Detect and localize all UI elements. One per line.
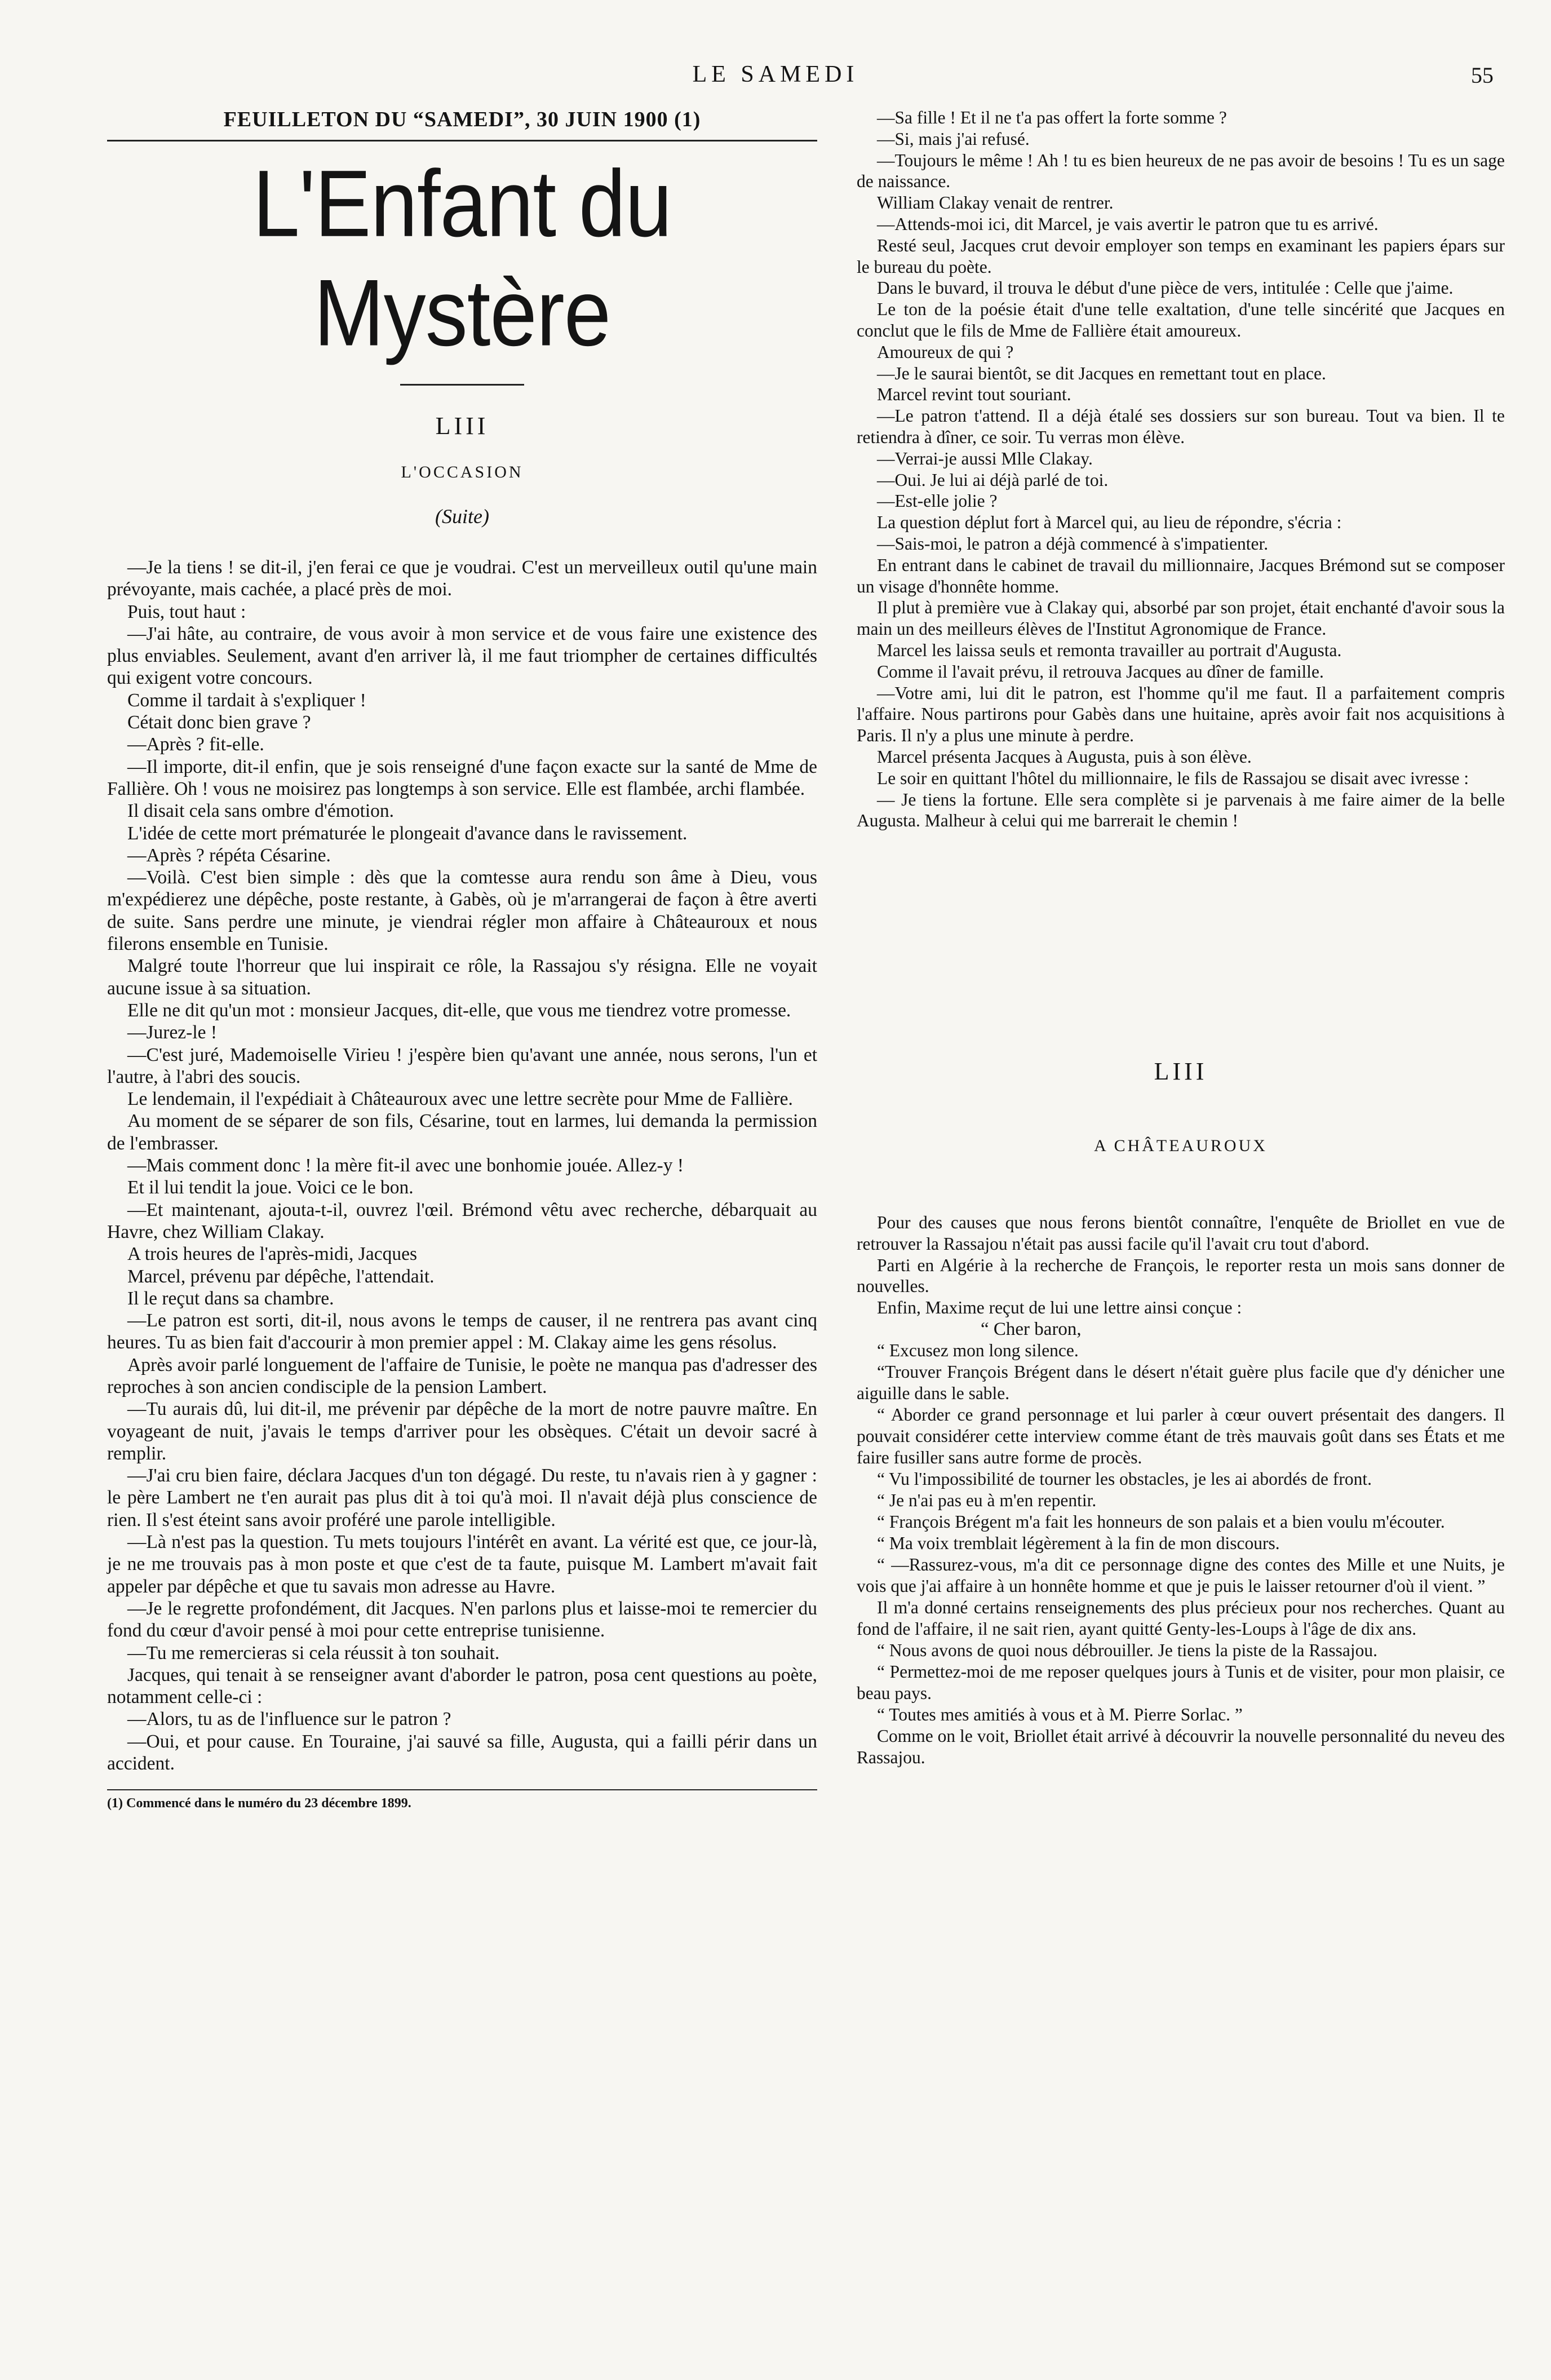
paragraph: —Est-elle jolie ? [877,491,998,511]
right-lower-body-text [857,1212,1505,1319]
paragraph: Il m'a donné certains renseignements des plus précieux pour nos recherches. Quant au fond de l'affaire, il ne sait rien, ayant quitté Genty-les-Loups à l'âge de dix ans. [857,1598,1505,1639]
paragraph: Cétait donc bien grave ? [127,712,311,733]
paragraph: —Je le saurai bientôt, se dit Jacques en remettant tout en place. [877,363,1326,383]
paragraph: Dans le buvard, il trouva le début d'une pièce de vers, intitulée : Celle que j'aime. [877,278,1453,298]
title-divider [400,384,524,386]
paragraph: —Après ? répéta Césarine. [127,844,331,866]
paragraph: Il disait cela sans ombre d'émotion. [127,800,395,822]
paragraph: Elle ne dit qu'un mot : monsieur Jacques, dit-elle, que vous me tiendrez votre promesse. [127,999,791,1021]
paragraph: William Clakay venait de rentrer. [877,193,1114,213]
paragraph: —Mais comment donc ! la mère fit-il avec une bonhomie jouée. Allez-y ! [127,1155,684,1176]
paragraph: Amoureux de qui ? [877,342,1014,362]
paragraph: —Tu aurais dû, lui dit-il, me prévenir par dépêche de la mort de notre pauvre maître. En voyageant de nuit, j'avais le temps d'arriver pour les obsèques. C'était un devoir sacré à remplir. [107,1399,817,1464]
paragraph: Pour des causes que nous ferons bientôt connaître, l'enquête de Briollet en vue de retrouver la Rassajou n'était pas aussi facile qu'il l'avait cru tout d'abord. [857,1213,1505,1254]
paragraph: Marcel les laissa seuls et remonta travailler au portrait d'Augusta. [877,640,1342,660]
left-column [107,107,817,1811]
paragraph: Jacques, qui tenait à se renseigner avant d'aborder le patron, posa cent questions au poète, notamment celle-ci : [107,1664,817,1708]
paragraph: Après avoir parlé longuement de l'affaire de Tunisie, le poète ne manqua pas d'adresser des reproches à son ancien condisciple de la pension Lambert. [107,1354,817,1397]
paragraph: —Là n'est pas la question. Tu mets toujours l'intérêt en avant. La vérité est que, ce jour-là, je ne me trouvais pas à mon poste et que c'est de ta faute, puisque M. Lambert m'avait fait appeler par dépêche et que tu savais mon adresse au Havre. [107,1532,817,1597]
paragraph: “ Excusez mon long silence. [877,1341,1079,1361]
paragraph: Parti en Algérie à la recherche de François, le reporter resta un mois sans donner de nouvelles. [857,1255,1505,1297]
serial-title: L'Enfant du Mystère [252,150,672,366]
paragraph: —Tu me remercieras si cela réussit à ton souhait. [127,1642,500,1664]
letter-greeting: “ Cher baron, [981,1319,1082,1340]
paragraph: —Verrai-je aussi Mlle Clakay. [877,448,1093,468]
page-number: 55 [1471,63,1494,88]
paragraph: —Le patron t'attend. Il a déjà étalé ses dossiers sur son bureau. Tout va bien. Il te retiendra à dîner, ce soir. Tu verras mon élève. [857,406,1505,447]
paragraph: —Sais-moi, le patron a déjà commencé à s'impatienter. [877,533,1269,554]
paragraph: “ Je n'ai pas eu à m'en repentir. [877,1490,1097,1511]
paragraph: —Il importe, dit-il enfin, que je sois renseigné d'une façon exacte sur la santé de Mme de Fallière. Oh ! vous ne moisirez pas longtemps à son service. Elle est flambée, archi flambée. [107,756,817,799]
paragraph: —Alors, tu as de l'influence sur le patron ? [127,1709,451,1730]
paragraph: Comme on le voit, Briollet était arrivé à découvrir la nouvelle personnalité du neveu des Rassajou. [857,1726,1505,1768]
right-column [857,107,1505,1768]
paragraph: Marcel présenta Jacques à Augusta, puis à son élève. [877,746,1252,767]
paragraph: —J'ai cru bien faire, déclara Jacques d'un ton dégagé. Du reste, tu n'avais rien à y gagner : le père Lambert ne t'en aurait pas plus dit à toi qu'à moi. Il n'avait déjà plus conscience de rien. Il s'est éteint sans avoir proféré une parole intelligible. [107,1465,817,1530]
chapter-subtitle-right: A CHÂTEAUROUX [1094,1136,1268,1156]
paragraph: Puis, tout haut : [127,601,246,622]
paragraph: Il plut à première vue à Clakay qui, absorbé par son projet, était enchanté d'avoir sous la main un des meilleurs élèves de l'Institut Agronomique de France. [857,598,1505,639]
paragraph: La question déplut fort à Marcel qui, au lieu de répondre, s'écria : [877,512,1342,533]
paragraph: — Je tiens la fortune. Elle sera complète si je parvenais à me faire aimer de la belle Augusta. Malheur à celui qui me barrerait le chemin ! [857,789,1505,831]
paragraph: “ Aborder ce grand personnage et lui parler à cœur ouvert présentait des dangers. Il pouvait considérer cette interview comme étant de très mauvais goût dans ses États et me faire fusiller sans autre forme de procès. [857,1405,1505,1468]
paragraph: —Toujours le même ! Ah ! tu es bien heureux de ne pas avoir de besoins ! Tu es un sage de naissance. [857,150,1505,192]
paragraph: Et il lui tendit la joue. Voici ce le bon. [127,1177,414,1198]
paragraph: “ Vu l'impossibilité de tourner les obstacles, je les ai abordés de front. [877,1469,1372,1489]
paragraph: “ —Rassurez-vous, m'a dit ce personnage digne des contes des Mille et une Nuits, je vois que j'ai affaire à un honnête homme et que je puis le laisser retourner d'où il vient. ” [857,1555,1505,1596]
paragraph: Enfin, Maxime reçut de lui une lettre ainsi conçue : [877,1298,1242,1318]
chapter-number: LIII [435,412,489,440]
paragraph: —Je le regrette profondément, dit Jacques. N'en parlons plus et laisse-moi te remercier du fond du cœur d'avoir pensé à moi pour cette entreprise tunisienne. [107,1598,817,1642]
paragraph: —Jurez-le ! [127,1022,218,1043]
paragraph: “ Toutes mes amitiés à vous et à M. Pierre Sorlac. ” [877,1705,1243,1725]
paragraph: En entrant dans le cabinet de travail du millionnaire, Jacques Brémond sut se composer un visage d'honnête homme. [857,555,1505,596]
left-body-text [107,556,817,1775]
paragraph: Comme il l'avait prévu, il retrouva Jacques au dîner de famille. [877,661,1324,682]
paragraph: —Si, mais j'ai refusé. [877,129,1030,149]
paragraph: L'idée de cette mort prématurée le plongeait d'avance dans le ravissement. [127,822,688,844]
paragraph: “ Nous avons de quoi nous débrouiller. Je tiens la piste de la Rassajou. [877,1640,1377,1661]
paragraph: “ Ma voix tremblait légèrement à la fin de mon discours. [877,1533,1280,1554]
paragraph: Marcel revint tout souriant. [877,384,1071,405]
chapter-number-right: LIII [1154,1058,1208,1086]
feuilleton-line: FEUILLETON DU “SAMEDI”, 30 JUIN 1900 (1) [107,107,817,141]
paragraph: —J'ai hâte, au contraire, de vous avoir à mon service et de vous faire une existence des plus enviables. Seulement, avant d'en arriver là, il me faut triompher de certaines difficultés qui exigent votre concours. [107,623,817,689]
letter-body-text [857,1340,1505,1768]
paragraph: —Oui, et pour cause. En Touraine, j'ai sauvé sa fille, Augusta, qui a failli périr dans un accident. [107,1731,817,1775]
right-body-text [857,107,1505,831]
paragraph: —Oui. Je lui ai déjà parlé de toi. [877,470,1109,490]
paragraph: “ Permettez-moi de me reposer quelques jours à Tunis et de visiter, pour mon plaisir, ce beau pays. [857,1662,1505,1704]
paragraph: “Trouver François Brégent dans le désert n'était guère plus facile que d'y dénicher une aiguille dans le sable. [857,1362,1505,1404]
paragraph: —Le patron est sorti, dit-il, nous avons le temps de causer, il ne rentrera pas avant cinq heures. Tu as bien fait d'accourir à mon premier appel : M. Clakay aime les gens résolus. [107,1310,817,1353]
paragraph: —Après ? fit-elle. [127,734,264,755]
paragraph: Comme il tardait à s'expliquer ! [127,689,366,711]
right-lower-section [857,1057,1505,1768]
paragraph: Le lendemain, il l'expédiait à Châteauroux avec une lettre secrète pour Mme de Fallière. [127,1089,793,1110]
footnote: (1) Commencé dans le numéro du 23 décembre 1899. [107,1789,817,1811]
paragraph: —Et maintenant, ajouta-t-il, ouvrez l'œil. Brémond vêtu avec recherche, débarquait au Havre, chez William Clakay. [107,1199,817,1242]
paragraph: —Sa fille ! Et il ne t'a pas offert la forte somme ? [877,108,1227,127]
paragraph: “ François Brégent m'a fait les honneurs de son palais et a bien voulu m'écouter. [877,1512,1445,1532]
paragraph: Le soir en quittant l'hôtel du millionnaire, le fils de Rassajou se disait avec ivresse : [877,768,1469,788]
paragraph: —Je la tiens ! se dit-il, j'en ferai ce que je voudrai. C'est un merveilleux outil qu'une main prévoyante, mais cachée, a placé près de moi. [107,557,817,600]
paragraph: Le ton de la poésie était d'une telle exaltation, d'une telle sincérité que Jacques en conclut que le fils de Mme de Fallière était amoureux. [857,299,1505,340]
paragraph: —Votre ami, lui dit le patron, est l'homme qu'il me faut. Il a parfaitement compris l'affaire. Nous partirons pour Gabès dans une huitaine, après avoir fait nos acquisitions à Paris. Il n'y a plus une minute à perdre. [857,683,1505,746]
paragraph: —C'est juré, Mademoiselle Virieu ! j'espère bien qu'avant une année, nous serons, l'un et l'autre, à l'abri des soucis. [107,1044,817,1087]
paragraph: Il le reçut dans sa chambre. [127,1288,334,1309]
paragraph: Malgré toute l'horreur que lui inspirait ce rôle, la Rassajou s'y résigna. Elle ne voyait aucune issue à sa situation. [107,955,817,999]
paragraph: Marcel, prévenu par dépêche, l'attendait. [127,1266,435,1287]
chapter-subtitle: L'OCCASION [401,463,524,481]
paragraph: —Attends-moi ici, dit Marcel, je vais avertir le patron que tu es arrivé. [877,214,1379,234]
running-title: LE SAMEDI [692,61,859,87]
paragraph: A trois heures de l'après-midi, Jacques [127,1244,417,1265]
paragraph: Au moment de se séparer de son fils, Césarine, tout en larmes, lui demanda la permission de l'embrasser. [107,1111,817,1154]
chapter-suite: (Suite) [435,505,489,528]
paragraph: Resté seul, Jacques crut devoir employer son temps en examinant les papiers épars sur le bureau du poète. [857,235,1505,277]
paragraph: —Voilà. C'est bien simple : dès que la comtesse aura rendu son âme à Dieu, vous m'expédierez une dépêche, poste restante, à Gabès, où je m'arrangerai de façon à être averti de suite. Sans perdre une minute, je viendrai régler mon affaire à Châteauroux et nous filerons ensemble en Tunisie. [107,867,817,955]
